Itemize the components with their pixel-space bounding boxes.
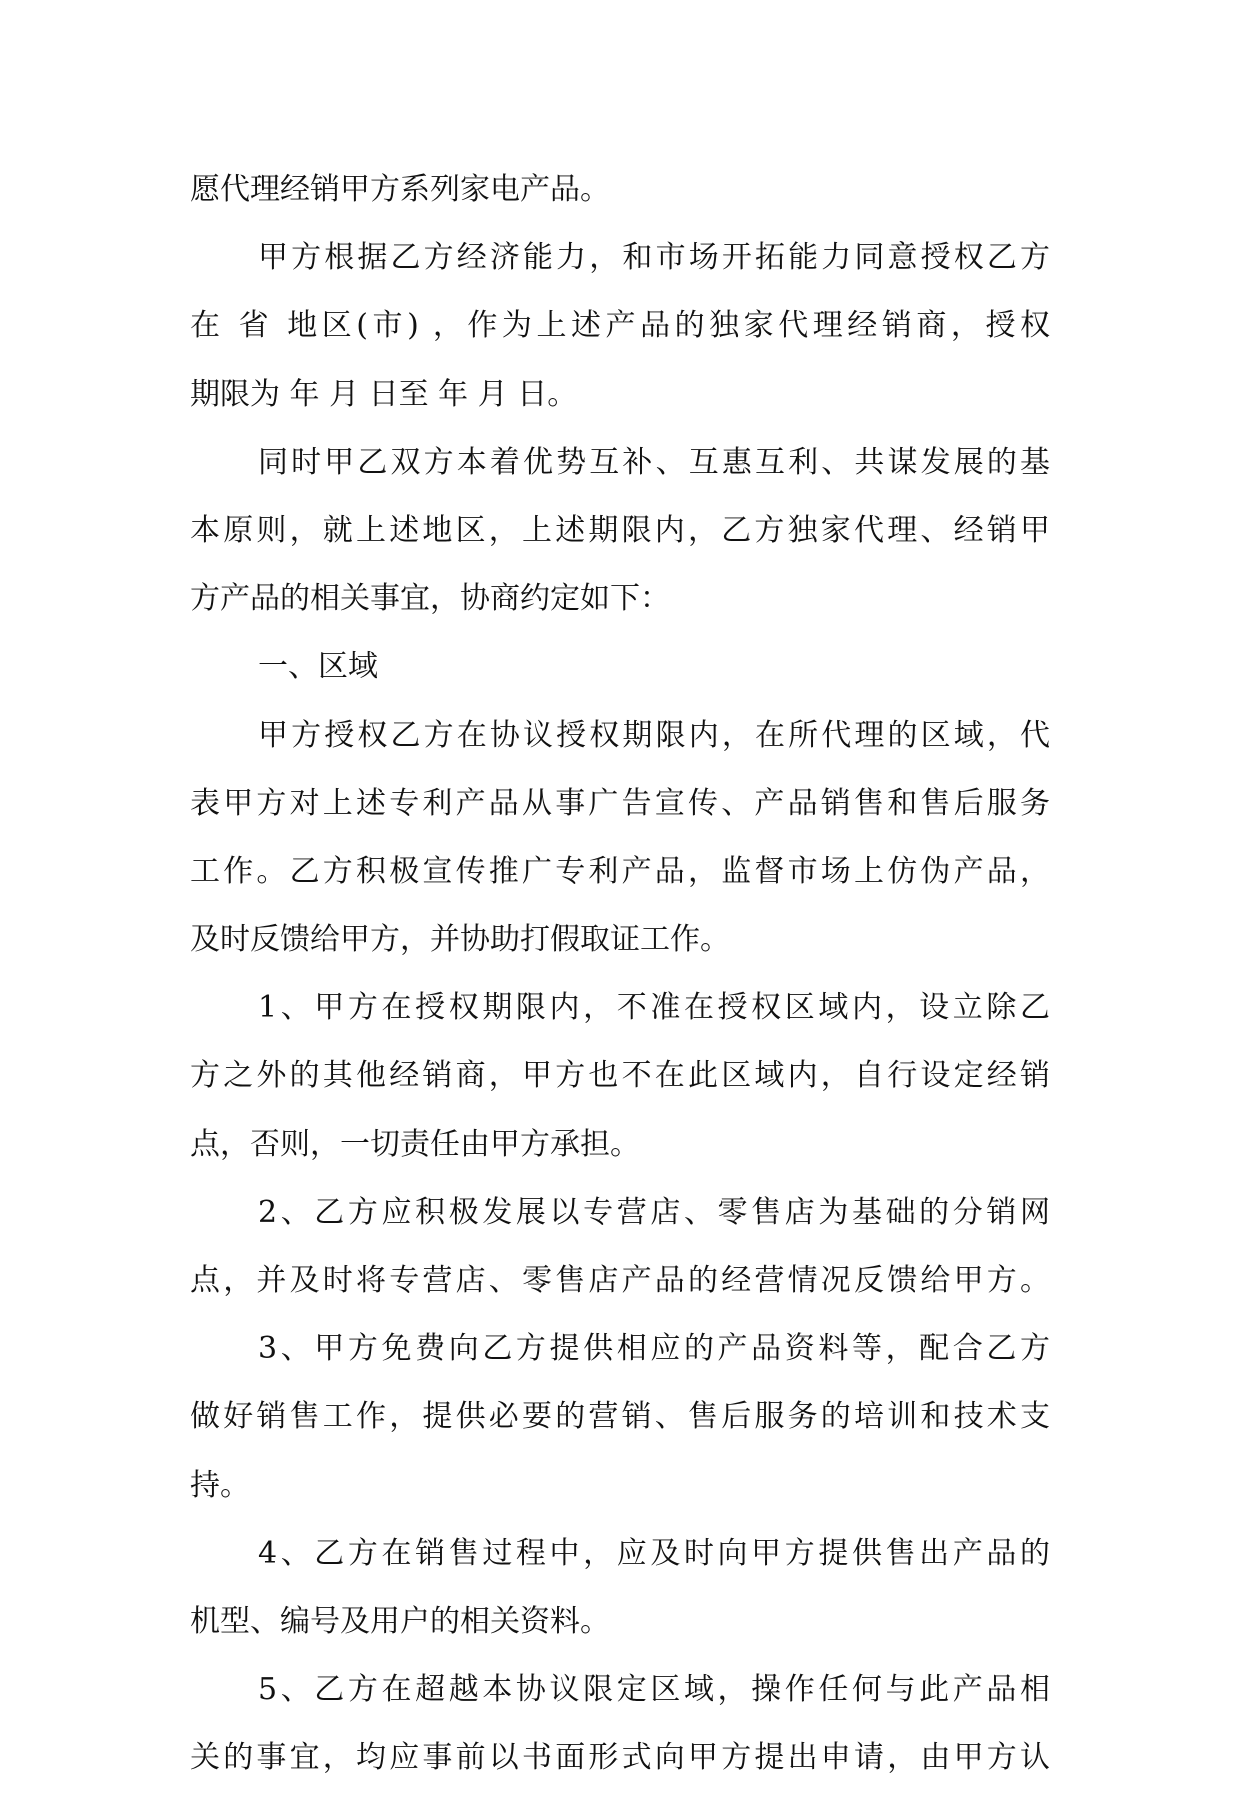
text-line: 做好销售工作，提供必要的营销、售后服务的培训和技术支: [190, 1399, 1050, 1435]
text-line: 方之外的其他经销商，甲方也不在此区域内，自行设定经销: [190, 1058, 1050, 1094]
text-line: 愿代理经销甲方系列家电产品。: [190, 172, 610, 207]
text-line: 及时反馈给甲方，并协助打假取证工作。: [190, 922, 730, 958]
text-line: 持。: [190, 1467, 250, 1503]
text-line: 5、乙方在超越本协议限定区域，操作任何与此产品相: [258, 1672, 1050, 1708]
text-line: 甲方根据乙方经济能力，和市场开拓能力同意授权乙方: [258, 240, 1050, 276]
document-body: [190, 156, 1050, 1793]
text-line: 本原则，就上述地区，上述期限内，乙方独家代理、经销甲: [190, 512, 1050, 548]
text-line: 表甲方对上述专利产品从事广告宣传、产品销售和售后服务: [190, 785, 1050, 821]
text-line: 3、甲方免费向乙方提供相应的产品资料等，配合乙方: [258, 1331, 1050, 1367]
text-line: 期限为 年 月 日至 年 月 日。: [190, 376, 578, 412]
text-line: 点，并及时将专营店、零售店产品的经营情况反馈给甲方。: [190, 1263, 1050, 1298]
text-line: 点，否则，一切责任由甲方承担。: [190, 1126, 640, 1162]
text-line: 在 省 地区(市) ，作为上述产品的独家代理经销商，授权: [190, 308, 1050, 344]
text-line: 关的事宜，均应事前以书面形式向甲方提出申请，由甲方认: [190, 1740, 1050, 1776]
text-line: 2、乙方应积极发展以专营店、零售店为基础的分销网: [258, 1194, 1050, 1230]
text-line: 工作。乙方积极宣传推广专利产品，监督市场上仿伪产品，: [190, 853, 1050, 889]
text-line: 方产品的相关事宜，协商约定如下：: [190, 581, 670, 617]
section-heading: 一、区域: [258, 649, 378, 685]
text-line: 甲方授权乙方在协议授权期限内，在所代理的区域，代: [258, 717, 1050, 753]
text-line: 同时甲乙双方本着优势互补、互惠互利、共谋发展的基: [258, 444, 1050, 480]
text-line: 4、乙方在销售过程中，应及时向甲方提供售出产品的: [258, 1535, 1050, 1571]
text-line: 1、甲方在授权期限内，不准在授权区域内，设立除乙: [258, 990, 1050, 1026]
text-line: 机型、编号及用户的相关资料。: [190, 1603, 610, 1639]
